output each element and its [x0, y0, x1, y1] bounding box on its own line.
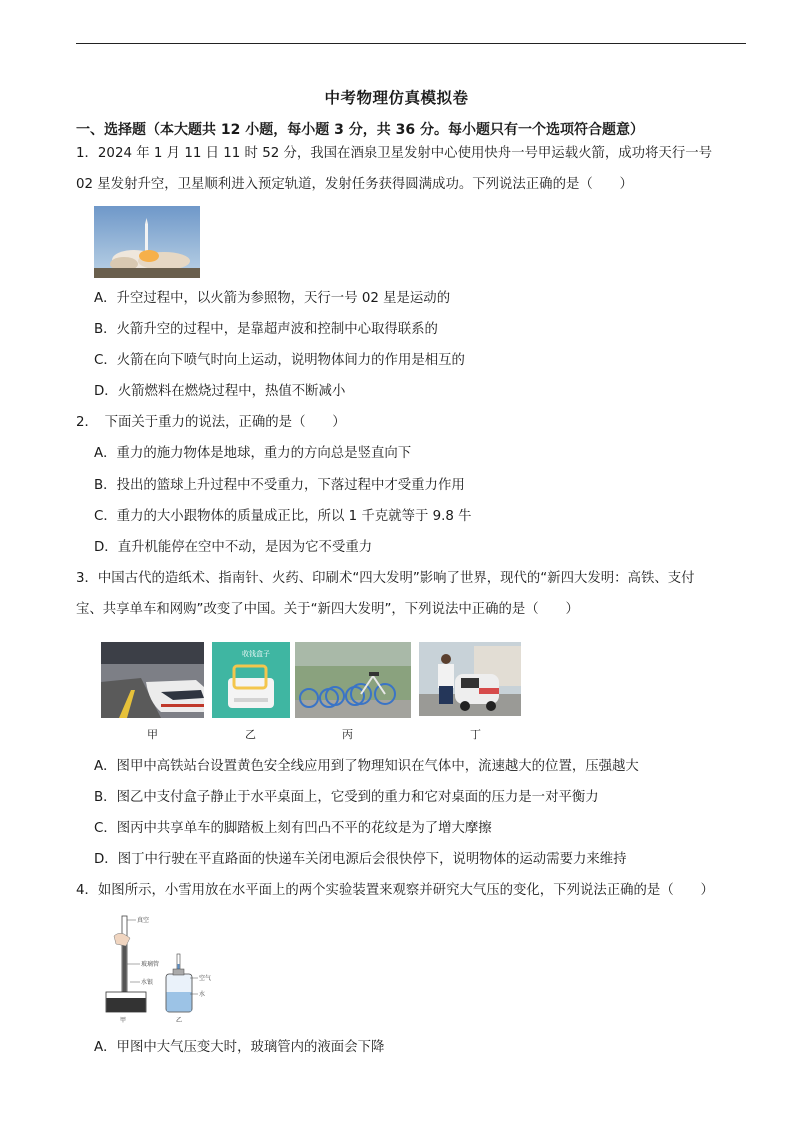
label-yi: 乙: [176, 1017, 183, 1024]
caption-bing: 丙: [342, 728, 353, 741]
section-heading: 一、选择题（本大题共 12 小题，每小题 3 分，共 36 分。每小题只有一个选项符合题意）: [76, 122, 644, 138]
q1-option-d: D．火箭燃料在燃烧过程中，热值不断减小: [94, 384, 346, 399]
q3-option-b: B．图乙中支付盒子静止于水平桌面上，它受到的重力和它对桌面的压力是一对平衡力: [94, 790, 599, 805]
delivery-vehicle-photo: [419, 642, 521, 716]
label-mercury: 水银: [141, 979, 154, 986]
q2-option-b: B．投出的篮球上升过程中不受重力，下落过程中才受重力作用: [94, 478, 465, 493]
q1-stem-line-2: 02 星发射升空，卫星顺利进入预定轨道，发射任务获得圆满成功。下列说法正确的是（ ）: [76, 177, 633, 192]
q2-option-c: C．重力的大小跟物体的质量成正比，所以 1 千克就等于 9.8 牛: [94, 509, 472, 524]
payment-box-photo: [212, 642, 290, 718]
q1-option-c: C．火箭在向下喷气时向上运动，说明物体间力的作用是相互的: [94, 353, 465, 368]
q4-option-a: A．甲图中大气压变大时，玻璃管内的液面会下降: [94, 1040, 385, 1055]
q3-option-d: D．图丁中行驶在平直路面的快递车关闭电源后会很快停下，说明物体的运动需要力来维持: [94, 852, 627, 867]
q1-option-b: B．火箭升空的过程中，是靠超声波和控制中心取得联系的: [94, 322, 438, 337]
label-vacuum: 真空: [137, 917, 150, 924]
payment-box-label: 收钱盒子: [242, 650, 270, 658]
air-pressure-apparatus-figure: [100, 912, 220, 1028]
caption-yi: 乙: [245, 728, 256, 741]
q2-option-d: D．直升机能停在空中不动，是因为它不受重力: [94, 540, 373, 555]
label-water: 水: [199, 991, 206, 998]
q2-option-a: A．重力的施力物体是地球，重力的方向总是竖直向下: [94, 446, 412, 461]
q3-stem-line-2: 宝、共享单车和网购”改变了中国。关于“新四大发明”，下列说法中正确的是（ ）: [76, 602, 579, 617]
q3-option-c: C．图丙中共享单车的脚踏板上刻有凹凸不平的花纹是为了增大摩擦: [94, 821, 492, 836]
q1-option-a: A．升空过程中，以火箭为参照物，天行一号 02 星是运动的: [94, 291, 451, 306]
high-speed-train-photo: [101, 642, 204, 718]
label-jia: 甲: [120, 1017, 127, 1024]
q1-stem-line-1: 1．2024 年 1 月 11 日 11 时 52 分，我国在酒泉卫星发射中心使用快舟一号甲运载火箭，成功将天行一号: [76, 146, 712, 161]
q3-option-a: A．图甲中高铁站台设置黄色安全线应用到了物理知识在气体中，流速越大的位置，压强越大: [94, 759, 639, 774]
q4-stem: 4．如图所示，小雪用放在水平面上的两个实验装置来观察并研究大气压的变化，下列说法正确的是（ ）: [76, 883, 714, 898]
rocket-launch-photo: [94, 206, 200, 278]
header-rule: [76, 43, 746, 44]
caption-jia: 甲: [147, 728, 158, 741]
caption-ding: 丁: [470, 728, 481, 741]
label-tube: 玻璃管: [141, 961, 160, 968]
shared-bikes-photo: [295, 642, 411, 718]
q3-stem-line-1: 3．中国古代的造纸术、指南针、火药、印刷术“四大发明”影响了世界，现代的“新四大发明：高铁、支付: [76, 571, 695, 586]
label-air: 空气: [199, 975, 212, 982]
page-title: 中考物理仿真模拟卷: [324, 89, 469, 107]
q2-stem: 2． 下面关于重力的说法，正确的是（ ）: [76, 415, 346, 430]
